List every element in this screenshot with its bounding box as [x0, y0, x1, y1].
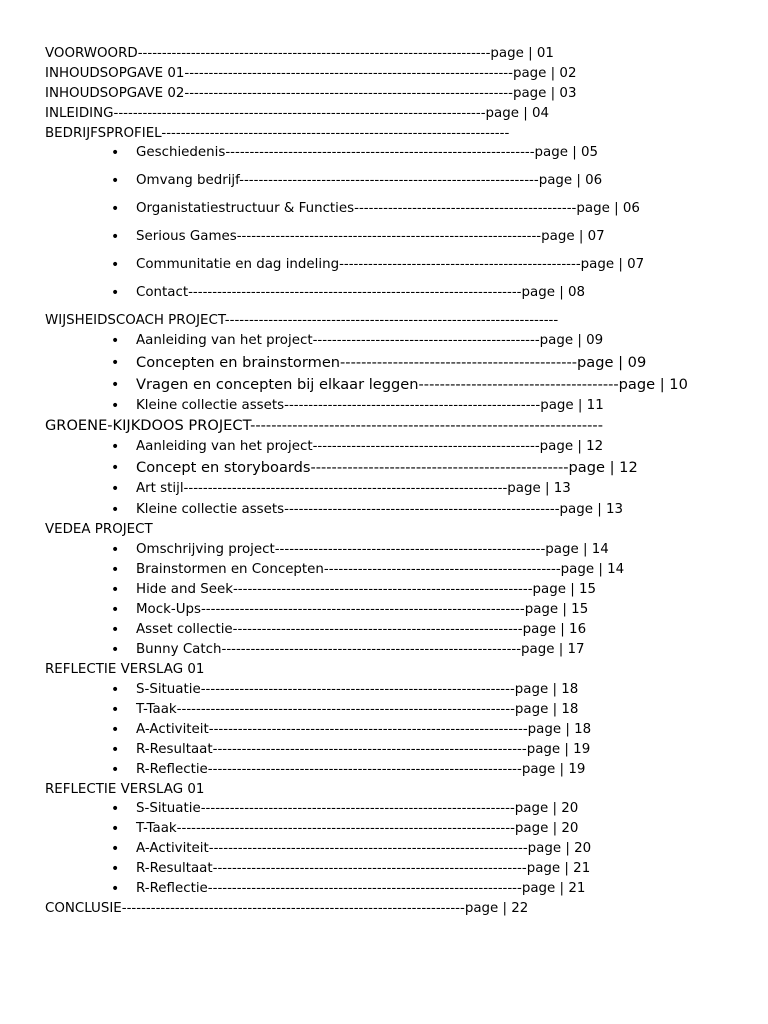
toc-subentry: Communitatie en dag indeling--------------------------------------------------page | 07: [136, 257, 645, 272]
toc-section-entry: GROENE-KIJKDOOS PROJECT-------------------------------------------------------------------: [45, 417, 603, 434]
toc-subentry: Brainstormen en Concepten-------------------------------------------------page | 14: [136, 562, 625, 577]
bullet-icon: •: [111, 229, 120, 245]
bullet-icon: •: [111, 562, 120, 578]
bullet-icon: •: [111, 702, 120, 718]
toc-subentry: Kleine collectie assets---------------------------------------------------------page | 13: [136, 502, 624, 517]
toc-subentry: Art stijl-------------------------------------------------------------------page | 13: [136, 481, 571, 496]
toc-subentry: Organistatiestructuur & Functies----------------------------------------------page | 06: [136, 201, 640, 216]
bullet-icon: •: [111, 257, 120, 273]
toc-subentry: Serious Games---------------------------------------------------------------page | 07: [136, 229, 605, 244]
bullet-icon: •: [111, 355, 120, 371]
bullet-icon: •: [111, 622, 120, 638]
toc-subentry: Hide and Seek--------------------------------------------------------------page | 15: [136, 582, 597, 597]
toc-section-entry: VEDEA PROJECT: [45, 522, 153, 537]
toc-subentry: Aanleiding van het project-----------------------------------------------page | 12: [136, 439, 604, 454]
bullet-icon: •: [111, 821, 120, 837]
bullet-icon: •: [111, 201, 120, 217]
toc-section-entry: INHOUDSOPGAVE 02--------------------------------------------------------------------page | 03: [45, 86, 577, 101]
bullet-icon: •: [111, 439, 120, 455]
bullet-icon: •: [111, 841, 120, 857]
toc-section-entry: CONCLUSIE-----------------------------------------------------------------------page | 22: [45, 901, 529, 916]
toc-section-entry: INLEIDING-----------------------------------------------------------------------------page | 04: [45, 106, 550, 121]
toc-subentry: R-Reflectie-----------------------------------------------------------------page | 19: [136, 762, 586, 777]
toc-subentry: Kleine collectie assets-----------------------------------------------------page | 11: [136, 398, 604, 413]
bullet-icon: •: [111, 481, 120, 497]
bullet-icon: •: [111, 460, 120, 476]
toc-subentry: Omvang bedrijf--------------------------------------------------------------page | 06: [136, 173, 603, 188]
bullet-icon: •: [111, 377, 120, 393]
bullet-icon: •: [111, 722, 120, 738]
toc-subentry: T-Taak----------------------------------------------------------------------page | 18: [136, 702, 579, 717]
toc-subentry: R-Reflectie-----------------------------------------------------------------page | 21: [136, 881, 586, 896]
toc-subentry: Concept en storyboards-------------------------------------------------page | 12: [136, 459, 638, 476]
bullet-icon: •: [111, 502, 120, 518]
toc-subentry: T-Taak----------------------------------------------------------------------page | 20: [136, 821, 579, 836]
toc-subentry: Omschrijving project--------------------------------------------------------page | 14: [136, 542, 609, 557]
bullet-icon: •: [111, 682, 120, 698]
toc-subentry: R-Resultaat-----------------------------------------------------------------page | 21: [136, 861, 591, 876]
toc-section-entry: REFLECTIE VERSLAG 01: [45, 782, 205, 797]
toc-subentry: A-Activiteit------------------------------------------------------------------page | 18: [136, 722, 592, 737]
toc-subentry: Aanleiding van het project-----------------------------------------------page | 09: [136, 333, 604, 348]
bullet-icon: •: [111, 642, 120, 658]
bullet-icon: •: [111, 602, 120, 618]
toc-subentry: Mock-Ups-------------------------------------------------------------------page | 15: [136, 602, 589, 617]
toc-section-entry: VOORWOORD-------------------------------------------------------------------------page | 01: [45, 46, 554, 61]
toc-subentry: Contact---------------------------------------------------------------------page | 08: [136, 285, 586, 300]
toc-subentry: A-Activiteit------------------------------------------------------------------page | 20: [136, 841, 592, 856]
bullet-icon: •: [111, 742, 120, 758]
bullet-icon: •: [111, 173, 120, 189]
bullet-icon: •: [111, 542, 120, 558]
bullet-icon: •: [111, 145, 120, 161]
toc-section-entry: INHOUDSOPGAVE 01--------------------------------------------------------------------page | 02: [45, 66, 577, 81]
bullet-icon: •: [111, 881, 120, 897]
toc-subentry: Bunny Catch--------------------------------------------------------------page | 17: [136, 642, 585, 657]
bullet-icon: •: [111, 398, 120, 414]
toc-subentry: S-Situatie-----------------------------------------------------------------page | 20: [136, 801, 579, 816]
bullet-icon: •: [111, 582, 120, 598]
toc-section-entry: BEDRIJFSPROFIEL------------------------------------------------------------------------: [45, 126, 510, 141]
toc-section-entry: WIJSHEIDSCOACH PROJECT---------------------------------------------------------------------: [45, 313, 559, 328]
bullet-icon: •: [111, 285, 120, 301]
bullet-icon: •: [111, 801, 120, 817]
toc-subentry: R-Resultaat-----------------------------------------------------------------page | 19: [136, 742, 591, 757]
toc-subentry: Vragen en concepten bij elkaar leggen--------------------------------------page | 10: [136, 376, 688, 393]
bullet-icon: •: [111, 333, 120, 349]
toc-subentry: Concepten en brainstormen---------------------------------------------page | 09: [136, 354, 647, 371]
bullet-icon: •: [111, 861, 120, 877]
toc-section-entry: REFLECTIE VERSLAG 01: [45, 662, 205, 677]
toc-subentry: Geschiedenis----------------------------------------------------------------page | 05: [136, 145, 599, 160]
bullet-icon: •: [111, 762, 120, 778]
toc-subentry: Asset collectie------------------------------------------------------------page | 16: [136, 622, 587, 637]
toc-subentry: S-Situatie-----------------------------------------------------------------page | 18: [136, 682, 579, 697]
